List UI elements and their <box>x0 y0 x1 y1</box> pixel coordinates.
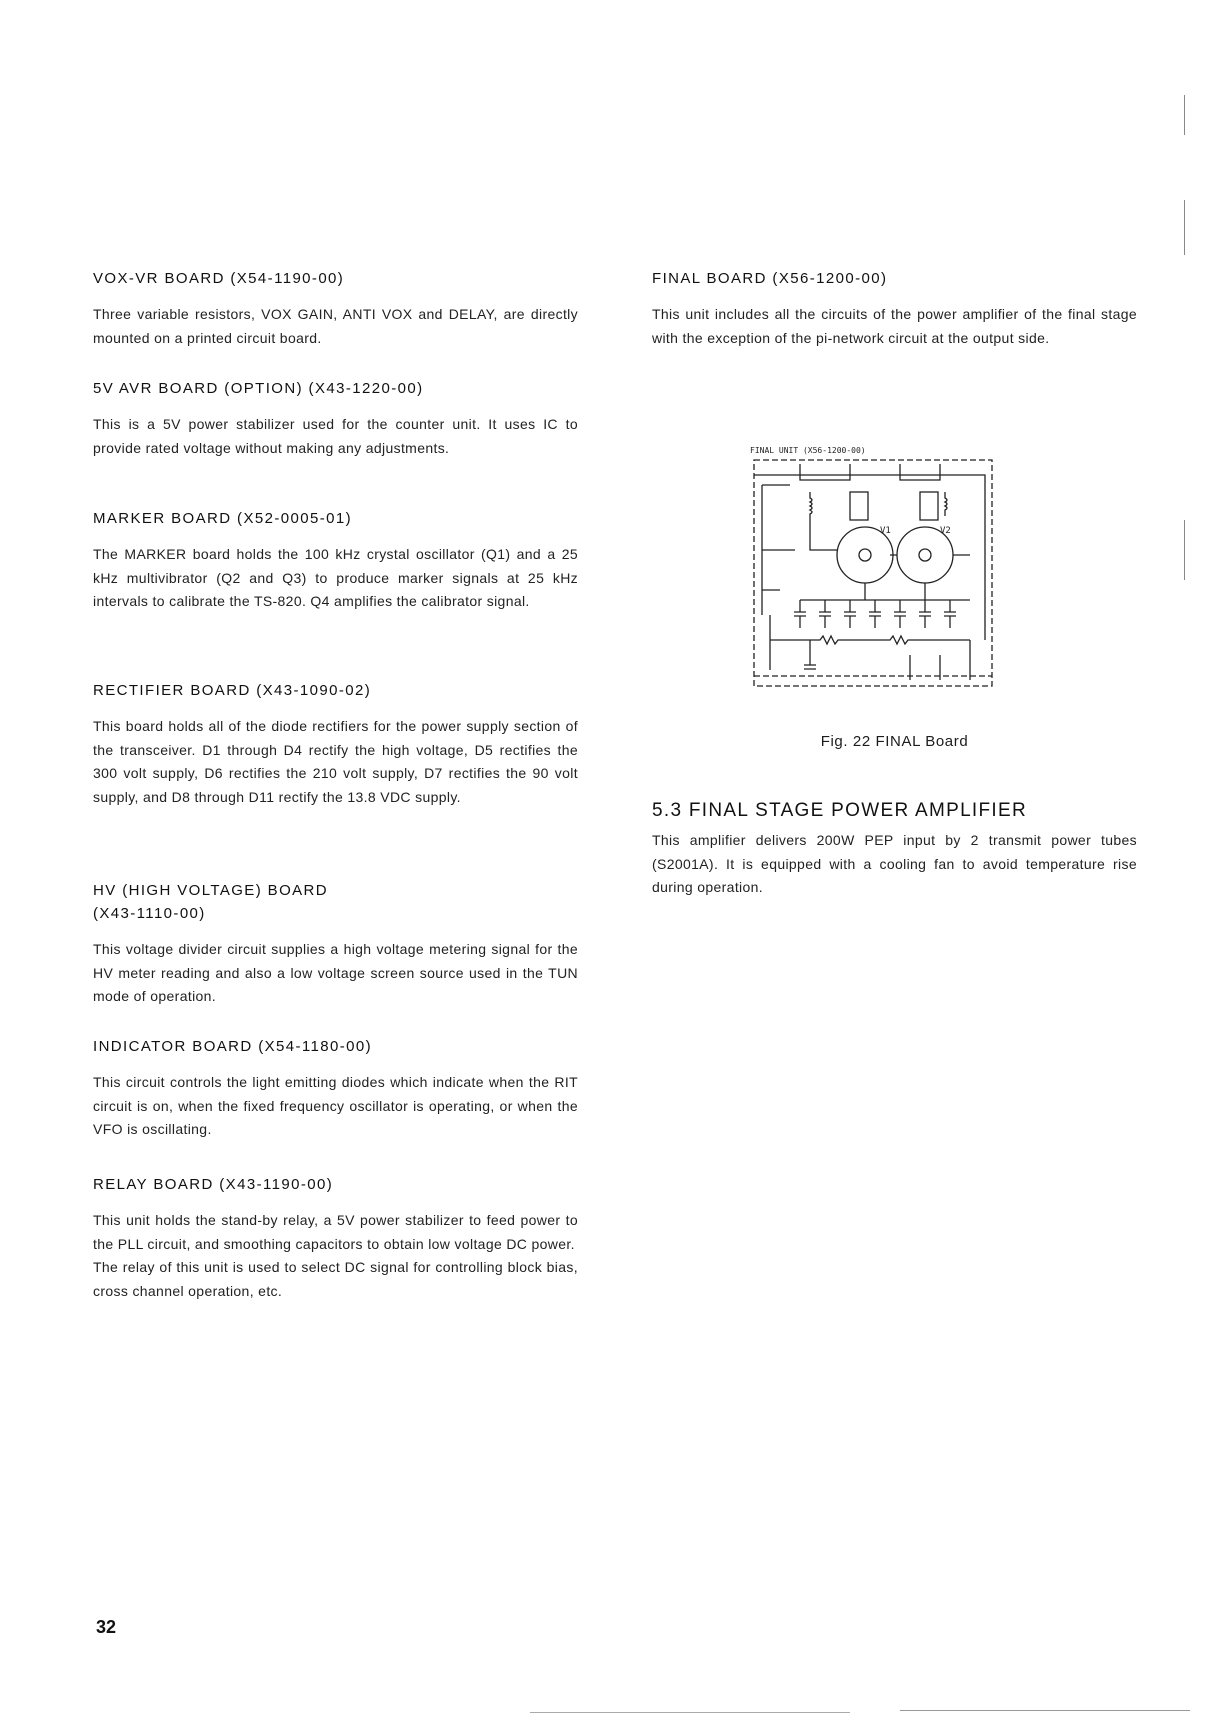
relay-body-2: The relay of this unit is used to select DC signal for controlling block bias, cross channel operation, etc. <box>93 1259 578 1299</box>
vox-vr-body: Three variable resistors, VOX GAIN, ANTI VOX and DELAY, are directly mounted on a printed circuit board. <box>93 306 578 346</box>
relay-body-1: This unit holds the stand-by relay, a 5V power stabilizer to feed power to the PLL circuit, and smoothing capacitors to obtain low voltage DC power. <box>93 1212 578 1252</box>
final-board-heading: FINAL BOARD (X56-1200-00) <box>652 270 888 287</box>
scan-mark <box>1184 200 1185 255</box>
coil-2 <box>945 492 947 516</box>
final-unit-schematic <box>740 440 1005 698</box>
board-outline <box>754 460 992 686</box>
vox-vr-heading: VOX-VR BOARD (X54-1190-00) <box>93 270 345 287</box>
scan-mark <box>530 1712 850 1713</box>
bottom-resistors <box>770 636 970 644</box>
final-board-section <box>652 268 1137 350</box>
avr-5v-body: This is a 5V power stabilizer used for the counter unit. It uses IC to provide rated voltage without making any adjustments. <box>93 416 578 456</box>
figure-caption: Fig. 22 FINAL Board <box>820 733 969 750</box>
tube-v2-label: V2 <box>940 526 951 536</box>
tube-v1-core <box>859 549 871 561</box>
schematic-title: FINAL UNIT (X56-1200-00) <box>750 446 866 455</box>
scan-mark <box>900 1710 1190 1711</box>
avr-5v-heading: 5V AVR BOARD (OPTION) (X43-1220-00) <box>93 380 424 397</box>
relay-section <box>93 1174 578 1303</box>
section-5-3-heading: 5.3 FINAL STAGE POWER AMPLIFIER <box>652 800 1027 821</box>
indicator-heading: INDICATOR BOARD (X54-1180-00) <box>93 1038 373 1055</box>
hv-heading-line1: HV (HIGH VOLTAGE) BOARD <box>93 882 329 899</box>
capacitor-bank <box>794 600 956 628</box>
hv-section <box>93 880 578 1009</box>
relay-heading: RELAY BOARD (X43-1190-00) <box>93 1176 334 1193</box>
rectifier-body: This board holds all of the diode rectifiers for the power supply section of the transceiver. D1 through D4 rectify the high voltage, D5 rectifies the 300 volt supply, D6 rectifies the 210 volt supply, D7 rectifies the 90 volt supply, and D8 through D11 rectify the 13.8 VDC supply. <box>93 718 578 805</box>
avr-5v-section <box>93 378 578 460</box>
rfc-2 <box>920 492 938 520</box>
section-5-3 <box>652 800 1137 900</box>
tube-v1-label: V1 <box>880 526 891 536</box>
vox-vr-section <box>93 268 578 350</box>
coil-1 <box>810 492 812 520</box>
scan-mark <box>1184 520 1185 580</box>
rectifier-heading: RECTIFIER BOARD (X43-1090-02) <box>93 682 372 699</box>
hv-heading-line2: (X43-1110-00) <box>93 905 206 922</box>
page-number: 32 <box>96 1617 117 1637</box>
tube-v2-core <box>919 549 931 561</box>
marker-heading: MARKER BOARD (X52-0005-01) <box>93 510 352 527</box>
section-5-3-body: This amplifier delivers 200W PEP input by 2 transmit power tubes (S2001A). It is equipped with a cooling fan to avoid temperature rise during operation. <box>652 832 1137 895</box>
indicator-body: This circuit controls the light emitting diodes which indicate when the RIT circuit is on, when the fixed frequency oscillator is operating, or when the VFO is oscillating. <box>93 1074 578 1137</box>
hv-body: This voltage divider circuit supplies a high voltage metering signal for the HV meter reading and also a low voltage screen source used in the TUN mode of operation. <box>93 941 578 1004</box>
marker-section <box>93 508 578 614</box>
indicator-section <box>93 1036 578 1142</box>
input-wiring <box>762 485 795 615</box>
marker-body: The MARKER board holds the 100 kHz crystal oscillator (Q1) and a 25 kHz multivibrator (Q2 and Q3) to produce marker signals at 25 kHz intervals to calibrate the TS-820. Q4 amplifies the calibrator signal. <box>93 546 578 609</box>
rectifier-section <box>93 680 578 809</box>
final-board-body: This unit includes all the circuits of the power amplifier of the final stage with the exception of the pi-network circuit at the output side. <box>652 306 1137 346</box>
rfc-1 <box>850 492 868 520</box>
scan-mark <box>1184 95 1185 135</box>
